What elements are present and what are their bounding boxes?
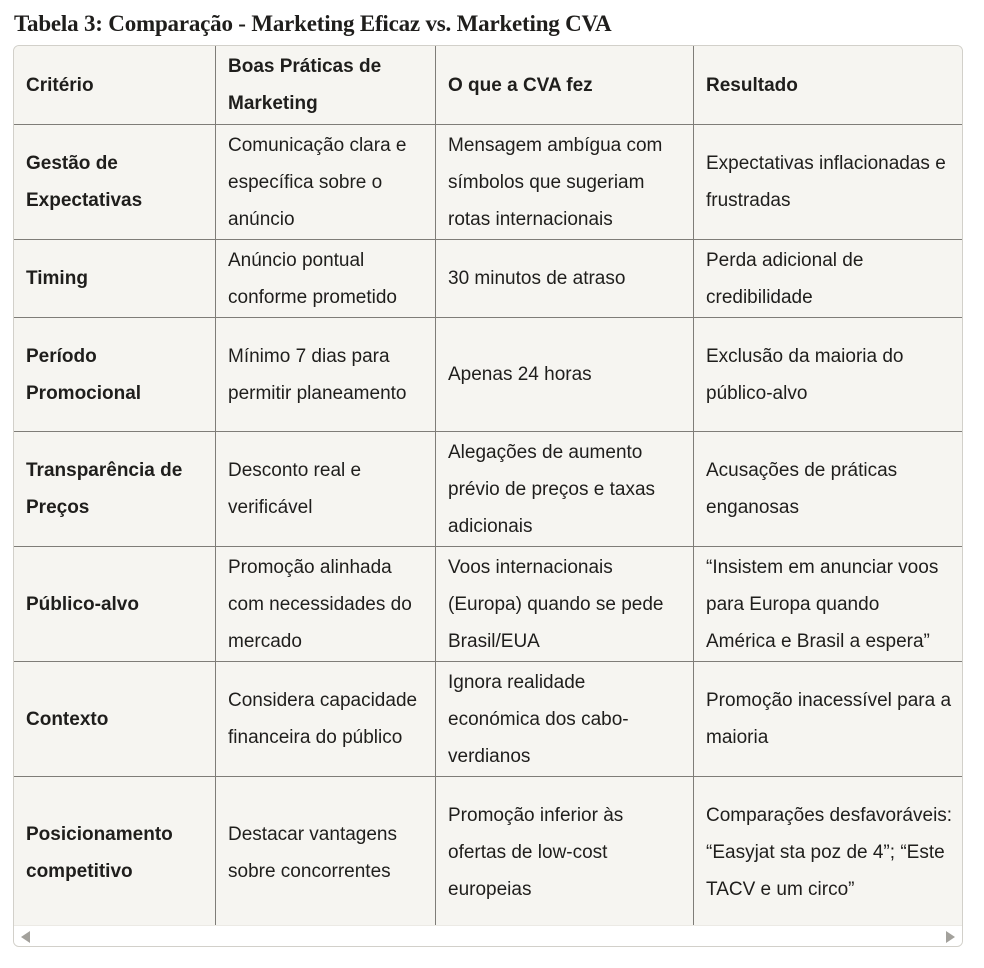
header-resultado: Resultado	[694, 46, 964, 125]
table-row	[14, 125, 964, 240]
table-row	[14, 662, 964, 777]
cell-boas-praticas: Promoção alinhada com necessidades do mercado	[216, 547, 436, 662]
cell-resultado: Promoção inacessível para a maioria	[694, 662, 964, 777]
cell-boas-praticas: Destacar vantagens sobre concorrentes	[216, 777, 436, 929]
cell-criterio: Transparência de Preços	[14, 432, 216, 547]
cell-cva-fez: Mensagem ambígua com símbolos que sugeriam rotas internacionais	[436, 125, 694, 240]
cell-boas-praticas: Desconto real e verificável	[216, 432, 436, 547]
cell-resultado: Comparações desfavoráveis: “Easyjat sta poz de 4”; “Este TACV e um circo”	[694, 777, 964, 929]
header-cva-fez: O que a CVA fez	[436, 46, 694, 125]
cell-resultado: “Insistem em anunciar voos para Europa quando América e Brasil a espera”	[694, 547, 964, 662]
cell-resultado: Exclusão da maioria do público-alvo	[694, 318, 964, 432]
cell-cva-fez: Ignora realidade económica dos cabo-verdianos	[436, 662, 694, 777]
cell-cva-fez: Apenas 24 horas	[436, 318, 694, 432]
cell-cva-fez: Alegações de aumento prévio de preços e taxas adicionais	[436, 432, 694, 547]
cell-boas-praticas: Anúncio pontual conforme prometido	[216, 240, 436, 318]
cell-boas-praticas: Considera capacidade financeira do público	[216, 662, 436, 777]
comparison-table-container	[13, 45, 963, 947]
cell-resultado: Perda adicional de credibilidade	[694, 240, 964, 318]
table-row	[14, 777, 964, 929]
table-row	[14, 547, 964, 662]
scroll-left-arrow-icon[interactable]	[21, 931, 30, 943]
comparison-table	[13, 45, 963, 929]
table-row	[14, 318, 964, 432]
cell-criterio: Período Promocional	[14, 318, 216, 432]
cell-cva-fez: Promoção inferior às ofertas de low-cost europeias	[436, 777, 694, 929]
cell-criterio: Posicionamento competitivo	[14, 777, 216, 929]
header-boas-praticas: Boas Práticas de Marketing	[216, 46, 436, 125]
table-row	[14, 240, 964, 318]
scroll-right-arrow-icon[interactable]	[946, 931, 955, 943]
cell-cva-fez: Voos internacionais (Europa) quando se pede Brasil/EUA	[436, 547, 694, 662]
header-criterio: Critério	[14, 46, 216, 125]
cell-resultado: Expectativas inflacionadas e frustradas	[694, 125, 964, 240]
horizontal-scrollbar[interactable]	[14, 925, 962, 946]
cell-criterio: Timing	[14, 240, 216, 318]
cell-boas-praticas: Comunicação clara e específica sobre o anúncio	[216, 125, 436, 240]
cell-criterio: Gestão de Expectativas	[14, 125, 216, 240]
cell-boas-praticas: Mínimo 7 dias para permitir planeamento	[216, 318, 436, 432]
table-row	[14, 432, 964, 547]
cell-resultado: Acusações de práticas enganosas	[694, 432, 964, 547]
cell-criterio: Contexto	[14, 662, 216, 777]
table-title: Tabela 3: Comparação - Marketing Eficaz vs. Marketing CVA	[14, 11, 612, 36]
table-header-row	[14, 46, 964, 125]
cell-criterio: Público-alvo	[14, 547, 216, 662]
cell-cva-fez: 30 minutos de atraso	[436, 240, 694, 318]
